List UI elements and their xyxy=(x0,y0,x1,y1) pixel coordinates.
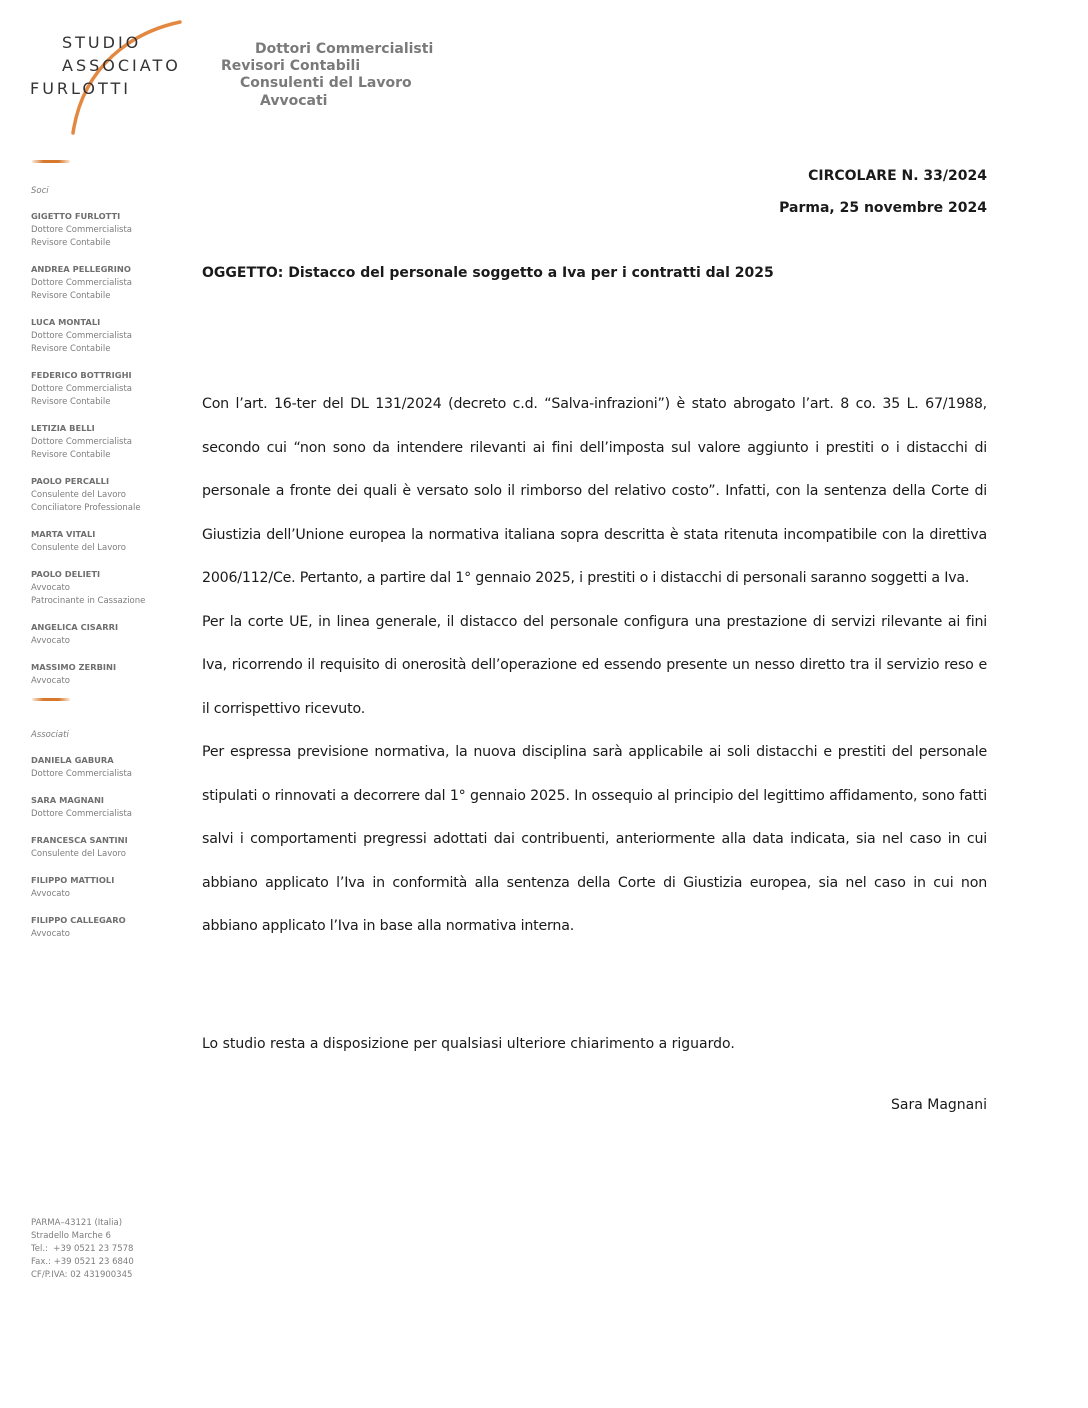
member-role: Revisore Contabile xyxy=(31,344,111,354)
member-role: Dottore Commercialista xyxy=(31,225,133,235)
member-entry xyxy=(31,661,191,688)
member-name: MASSIMO ZERBINI xyxy=(31,662,117,672)
soci-title: Soci xyxy=(31,186,49,196)
associati-title: Associati xyxy=(31,730,69,740)
member-role: Avvocato xyxy=(31,583,70,593)
member-name: FILIPPO CALLEGARO xyxy=(31,915,126,925)
member-role: Dottore Commercialista xyxy=(31,809,133,819)
member-role: Dottore Commercialista xyxy=(31,278,133,288)
address-line: CF/P.IVA: 02 431900345 xyxy=(31,1270,133,1280)
associati-list xyxy=(31,754,191,941)
address-line: Tel.: +39 0521 23 7578 xyxy=(31,1244,134,1254)
profession-revisori: Revisori Contabili xyxy=(221,58,361,74)
member-role: Avvocato xyxy=(31,929,70,939)
paragraph: Per la corte UE, in linea generale, il distacco del personale configura una prestazione di servizi rilevante ai fini Iva, ricorrendo il requisito di onerosità dell’operazione ed essendo presente un nesso diretto tra il servizio reso e il corrispettivo ricevuto. xyxy=(202,613,987,717)
member-entry xyxy=(31,568,191,608)
member-name: SARA MAGNANI xyxy=(31,795,104,805)
sidebar-divider-wrap xyxy=(31,701,191,729)
member-role: Patrocinante in Cassazione xyxy=(31,596,146,606)
member-entry xyxy=(31,754,191,781)
member-name: ANDREA PELLEGRINO xyxy=(31,264,131,274)
logo-text-studio: STUDIO xyxy=(62,33,142,52)
member-name: LUCA MONTALI xyxy=(31,317,101,327)
member-role: Dottore Commercialista xyxy=(31,384,133,394)
member-name: LETIZIA BELLI xyxy=(31,423,95,433)
member-role: Revisore Contabile xyxy=(31,397,111,407)
address-line: PARMA–43121 (Italia) xyxy=(31,1218,123,1228)
member-entry xyxy=(31,914,191,941)
member-entry xyxy=(31,794,191,821)
member-name: PAOLO DELIETI xyxy=(31,569,101,579)
closing-line: Lo studio resta a disposizione per qualsiasi ulteriore chiarimento a riguardo. xyxy=(202,1036,735,1052)
member-entry xyxy=(31,874,191,901)
subject-line: OGGETTO: Distacco del personale soggetto a Iva per i contratti dal 2025 xyxy=(202,265,774,281)
studio-logo xyxy=(28,20,188,140)
signature: Sara Magnani xyxy=(890,1097,987,1113)
member-entry xyxy=(31,834,191,861)
member-name: GIGETTO FURLOTTI xyxy=(31,211,121,221)
member-name: FEDERICO BOTTRIGHI xyxy=(31,370,132,380)
member-entry xyxy=(31,263,191,303)
member-role: Revisore Contabile xyxy=(31,238,111,248)
member-role: Consulente del Lavoro xyxy=(31,543,126,553)
paragraph: Con l’art. 16-ter del DL 131/2024 (decreto c.d. “Salva-infrazioni”) è stato abrogato l’art. 8 co. 35 L. 67/1988, secondo cui “non sono da intendere rilevanti ai fini dell’imposta sul valore aggiunto i prestiti o i distacchi di personale a fronte dei quali è versato solo il rimborso del relativo costo”. Infatti, con la sentenza della Corte di Giustizia dell’Unione europea la normativa italiana sopra descritta è stata ritenuta incompatibile con la direttiva 2006/112/Ce. Pertanto, a partire dal 1° gennaio 2025, i prestiti o i distacchi di personali saranno soggetti a Iva. xyxy=(202,396,987,586)
profession-consulenti: Consulenti del Lavoro xyxy=(240,75,412,91)
logo-text-furlotti: FURLOTTI xyxy=(30,79,131,98)
sidebar-divider xyxy=(32,698,70,701)
profession-avvocati: Avvocati xyxy=(260,93,328,109)
logo-text-associato: ASSOCIATO xyxy=(62,56,181,75)
member-entry xyxy=(31,475,191,515)
member-name: DANIELA GABURA xyxy=(31,755,114,765)
member-entry xyxy=(31,210,191,250)
address-line: Stradello Marche 6 xyxy=(31,1231,111,1241)
profession-dottori: Dottori Commercialisti xyxy=(255,41,434,57)
member-role: Avvocato xyxy=(31,636,70,646)
partners-sidebar xyxy=(31,185,191,954)
paragraph: Per espressa previsione normativa, la nuova disciplina sarà applicabile ai soli distacchi e prestiti del personale stipulati o rinnovati a decorrere dal 1° gennaio 2025. In ossequio al principio del legittimo affidamento, sono fatti salvi i comportamenti pregressi adottati dai contribuenti, anteriormente alla data indicata, sia nel caso in cui abbiano applicato l’Iva in conformità alla sentenza della Corte di Giustizia europea, sia nel caso in cui non abbiano applicato l’Iva in base alla normativa interna. xyxy=(202,744,987,934)
member-name: FRANCESCA SANTINI xyxy=(31,835,128,845)
soci-list xyxy=(31,210,191,688)
member-role: Revisore Contabile xyxy=(31,291,111,301)
member-name: FILIPPO MATTIOLI xyxy=(31,875,115,885)
body-text xyxy=(202,383,987,949)
member-role: Dottore Commercialista xyxy=(31,437,133,447)
sidebar-divider xyxy=(32,160,70,163)
member-entry xyxy=(31,528,191,555)
place-date: Parma, 25 novembre 2024 xyxy=(779,200,987,216)
member-role: Conciliatore Professionale xyxy=(31,503,141,513)
member-role: Avvocato xyxy=(31,676,70,686)
circular-number: CIRCOLARE N. 33/2024 xyxy=(808,168,987,184)
member-name: MARTA VITALI xyxy=(31,529,96,539)
member-entry xyxy=(31,422,191,462)
member-name: PAOLO PERCALLI xyxy=(31,476,110,486)
address-line: Fax.: +39 0521 23 6840 xyxy=(31,1257,134,1267)
office-address xyxy=(31,1217,134,1282)
member-entry xyxy=(31,369,191,409)
member-role: Avvocato xyxy=(31,889,70,899)
member-role: Revisore Contabile xyxy=(31,450,111,460)
member-name: ANGELICA CISARRI xyxy=(31,622,119,632)
member-role: Consulente del Lavoro xyxy=(31,490,126,500)
member-role: Consulente del Lavoro xyxy=(31,849,126,859)
member-role: Dottore Commercialista xyxy=(31,769,133,779)
member-role: Dottore Commercialista xyxy=(31,331,133,341)
member-entry xyxy=(31,621,191,648)
member-entry xyxy=(31,316,191,356)
